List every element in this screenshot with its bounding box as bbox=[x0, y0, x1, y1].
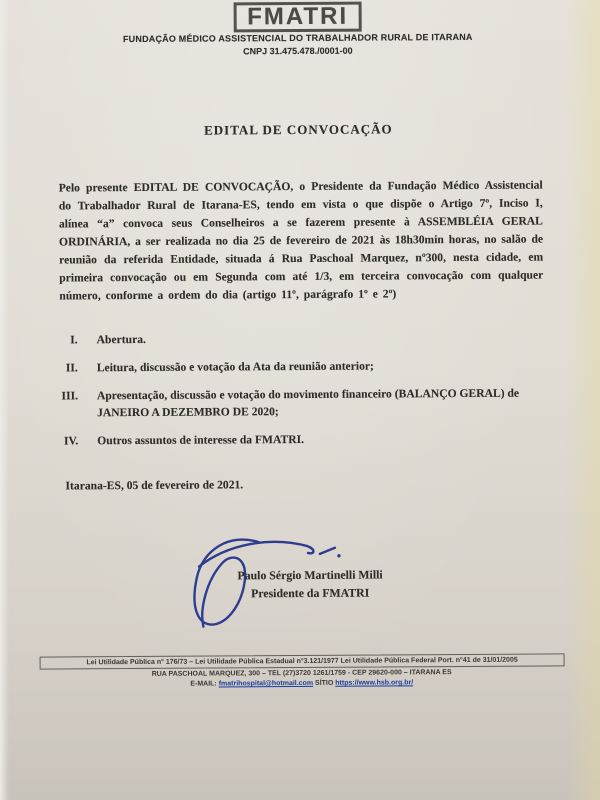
agenda-numeral: I. bbox=[70, 333, 78, 347]
site-label: SÍTIO bbox=[314, 679, 334, 687]
cnpj: CNPJ 31.475.478./0001-00 bbox=[243, 45, 353, 57]
fmatri-logo bbox=[233, 2, 362, 33]
logo-text: FMATRI bbox=[247, 2, 349, 31]
agenda-list bbox=[44, 329, 545, 461]
signer-role: Presidente da FMATRI bbox=[251, 585, 370, 601]
org-name: FUNDAÇÃO MÉDICO ASSISTENCIAL DO TRABALHADOR RURAL DE ITARANA bbox=[122, 31, 473, 45]
agenda-item bbox=[44, 385, 544, 422]
agenda-numeral: III. bbox=[61, 389, 79, 403]
footer-law-box: Lei Utilidade Pública n° 176/73 – Lei Utilidade Pública Estadual n°3.121/1977 Lei Utilidade Pública Federal Port. n°41 de 31/01/2005 bbox=[40, 653, 565, 669]
agenda-text: Outros assuntos de interesse da FMATRI. bbox=[97, 432, 305, 448]
document-title: EDITAL DE CONVOCAÇÃO bbox=[204, 121, 393, 138]
agenda-numeral: IV. bbox=[63, 434, 79, 448]
agenda-item bbox=[44, 329, 544, 349]
agenda-text: Leitura, discussão e votação da Ata da reunião anterior; bbox=[96, 359, 374, 375]
body-paragraph: Pelo presente EDITAL DE CONVOCAÇÃO, o Presidente da Fundação Médico Assistencial do Trabalhador Rural de Itarana-ES, tendo em vista o que dispõe o Artigo 7º, Inciso I, alínea “a” convoca seus Conselheiros a se fazerem presente à ASSEMBLÉIA GERAL ORDINÁRIA, a ser realizada no dia 25 de fevereiro de 2021 às 18h30min horas, no salão de reunião da referida Entidade, situada á Rua Paschoal Marquez, nº300, nesta cidade, em primeira convocação ou em Segunda com até 1/3, em terceira convocação com qualquer número, conforme a ordem do dia (artigo 11º, parágrafo 1º e 2º) bbox=[58, 178, 544, 303]
agenda-text: Apresentação, discussão e votação do movimento financeiro (BALANÇO GERAL) de JANEIRO A DEZEMBRO DE 2020; bbox=[96, 386, 520, 420]
agenda-text: Abertura. bbox=[96, 332, 146, 347]
email-label: E-MAIL: bbox=[190, 680, 217, 688]
agenda-numeral: II. bbox=[65, 361, 78, 375]
agenda-item bbox=[44, 430, 544, 450]
site-link[interactable]: https://www.hsb.org.br/ bbox=[335, 679, 414, 687]
footer-contact-line bbox=[2, 678, 600, 689]
signer-name: Paulo Sérgio Martinelli Milli bbox=[237, 567, 383, 583]
footer-address: RUA PASCHOAL MARQUEZ, 300 – TEL (27)3720 1261/1759 - CEP 29620-000 – ITARANA ES bbox=[151, 669, 452, 678]
dateline: Itarana-ES, 05 de fevereiro de 2021. bbox=[65, 478, 244, 493]
email-link[interactable]: fmatrihospital@hotmail.com bbox=[218, 679, 314, 688]
agenda-item bbox=[44, 357, 544, 377]
